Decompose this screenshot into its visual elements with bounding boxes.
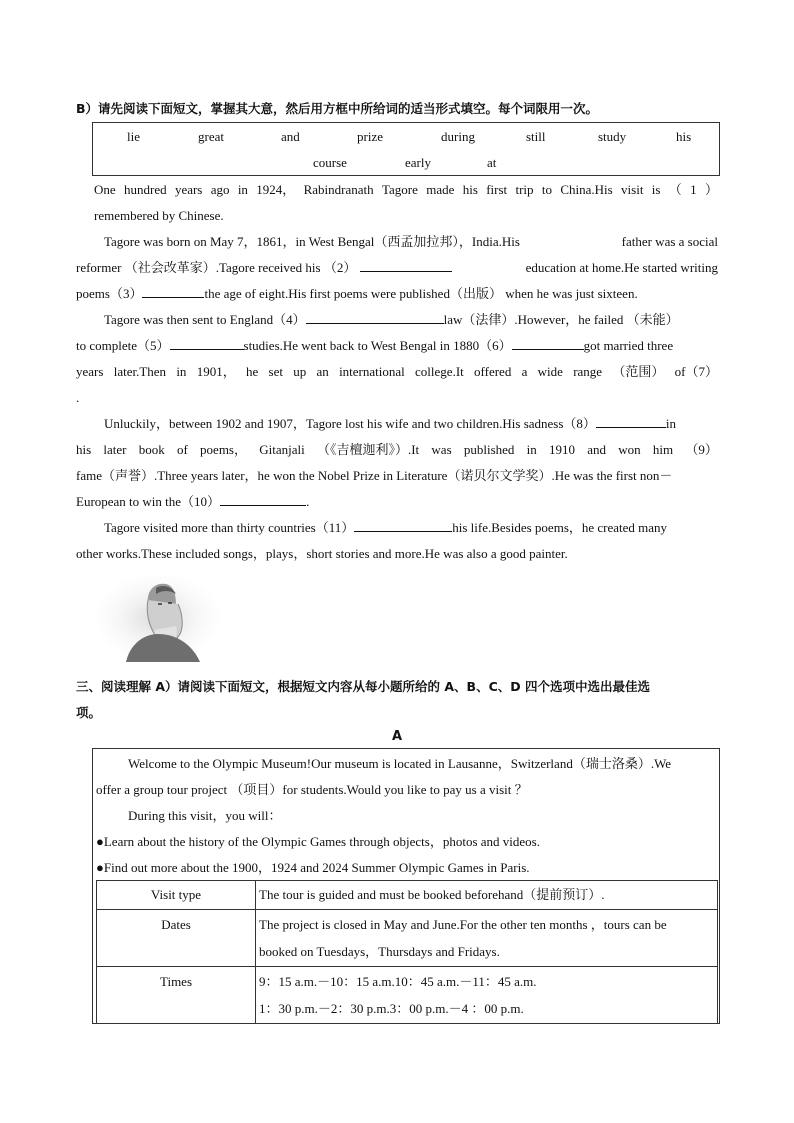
table-cell-label: Times <box>97 967 256 1024</box>
section-3-heading: 三、阅读理解 A）请阅读下面短文，根据短文内容从每小题所给的 A、B、C、D 四个选项中选出最佳选 <box>76 679 650 694</box>
word-bank-item: at <box>487 155 497 170</box>
passage-line: remembered by Chinese. <box>94 208 224 223</box>
passage-line: Unluckily，between 1902 and 1907，Tagore lost his wife and two children.His sadness（8） in <box>104 416 677 431</box>
blank-10[interactable] <box>220 493 306 506</box>
section-b-instruction: B）请先阅读下面短文，掌握其大意，然后用方框中所给词的适当形式填空。每个词限用一次。 <box>76 101 599 116</box>
word-bank-item: great <box>198 129 224 144</box>
section-3-heading-cont: 项。 <box>76 705 102 720</box>
passage-line: fame（声誉）.Three years later，he won the Nobel Prize in Literature（诺贝尔文学奖）.He was the first non－ <box>76 468 673 483</box>
word-bank-item: study <box>598 129 627 144</box>
passage-line: years later.Then in 1901， he set up an international college.It offered a wide range （范围） of（7） <box>76 364 718 379</box>
portrait-icon <box>96 570 224 662</box>
blank-2[interactable] <box>360 259 452 272</box>
passage-a-line: Welcome to the Olympic Museum!Our museum is located in Lausanne，Switzerland（瑞士洛桑）.We <box>128 756 672 771</box>
word-bank-box <box>92 122 720 176</box>
passage-line: poems（3） the age of eight.His first poems were published（出版） when he was just sixteen. <box>76 286 638 301</box>
blank-8[interactable] <box>596 415 666 428</box>
passage-line: to complete（5） studies.He went back to West Bengal in 1880（6） got married three <box>76 338 674 353</box>
passage-line: Tagore visited more than thirty countries（11） his life.Besides poems，he created many <box>104 520 668 535</box>
word-bank-item: course <box>313 155 347 170</box>
blank-4[interactable] <box>306 311 444 324</box>
table-cell-value: The tour is guided and must be booked beforehand（提前预订）. <box>256 881 718 910</box>
table-row <box>97 967 718 1024</box>
blank-3[interactable] <box>142 285 204 298</box>
passage-letter: A <box>392 729 403 744</box>
passage-line: reformer （社会改革家）.Tagore received his （2） education at home.He started writing <box>76 260 718 275</box>
tagore-portrait-image <box>96 570 224 662</box>
word-bank-item: his <box>676 129 692 144</box>
bullet-item: ●Find out more about the 1900，1924 and 2024 Summer Olympic Games in Paris. <box>96 860 530 875</box>
table-cell-label: Dates <box>97 910 256 967</box>
word-bank-item: lie <box>127 129 140 144</box>
table-cell-value: The project is closed in May and June.For the other ten months ，tours can be booked on Tuesdays，Thursdays and Fridays. <box>256 910 718 967</box>
blank-5[interactable] <box>170 337 244 350</box>
word-bank-item: prize <box>357 129 383 144</box>
passage-line: Tagore was then sent to England（4） law（法律）.However，he failed （未能） <box>104 312 679 327</box>
passage-a-line: During this visit，you will： <box>128 808 282 823</box>
word-bank-item: and <box>281 129 300 144</box>
passage-line: . <box>76 390 80 405</box>
word-bank-item: during <box>441 129 475 144</box>
passage-line: Tagore was born on May 7，1861，in West Bengal（西孟加拉邦），India.His father was a social <box>104 234 718 249</box>
blank-6[interactable] <box>512 337 584 350</box>
word-bank-item: still <box>526 129 546 144</box>
table-row <box>97 910 718 967</box>
word-bank-item: early <box>405 155 431 170</box>
passage-line: European to win the（10） . <box>76 494 310 509</box>
table-cell-value: 9：15 a.m.－10：15 a.m.10：45 a.m.－11：45 a.m. 1：30 p.m.－2：30 p.m.3：00 p.m.－4 ：00 p.m. <box>256 967 718 1024</box>
passage-line: other works.These included songs，plays，short stories and more.He was also a good painter. <box>76 546 568 561</box>
table-cell-label: Visit type <box>97 881 256 910</box>
tour-info-table <box>96 880 718 1024</box>
table-row <box>97 881 718 910</box>
passage-line: One hundred years ago in 1924， Rabindranath Tagore made his first trip to China.His visit is （ 1 ） <box>94 182 718 197</box>
passage-line: his later book of poems， Gitanjali （《吉檀迦利》）.It was published in 1910 and won him （9） <box>76 442 718 457</box>
passage-a-line: offer a group tour project （项目）for students.Would you like to pay us a visit ？ <box>96 782 528 797</box>
blank-11[interactable] <box>354 519 452 532</box>
bullet-item: ●Learn about the history of the Olympic Games through objects，photos and videos. <box>96 834 540 849</box>
